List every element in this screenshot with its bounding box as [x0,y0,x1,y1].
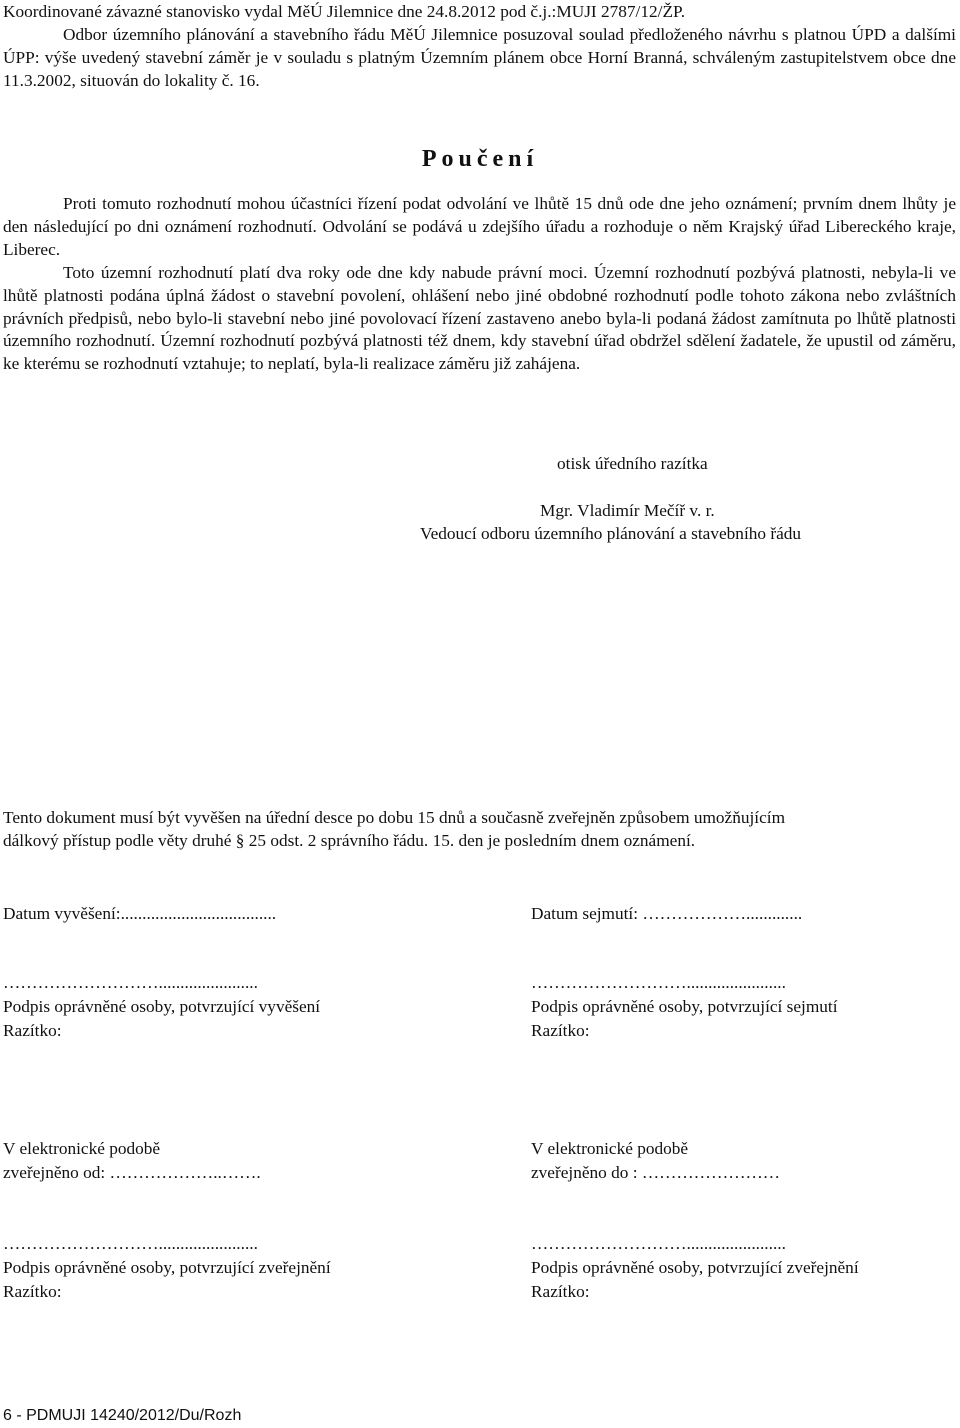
razitko-sejmuti: Razítko: [531,1021,590,1040]
pouceni-paragraph-odvolani: Proti tomuto rozhodnutí mohou účastníci řízení podat odvolání ve lhůtě 15 dnů ode dne jeho oznámení; prvním dnem lhůty je den následující po dni oznámení rozhodnutí. Odvolání se podává u zdejšího úřadu a rozhoduje o něm Krajský úřad Libereckého kraje, Liberec. [3,194,956,259]
signature-dots-sejmuti: ………………………....................... [531,973,786,992]
electronic-label-left: V elektronické podobě [3,1139,161,1158]
notice-line-2: dálkový přístup podle věty druhé § 25 odst. 2 správního řádu. 15. den je posledním dnem oznámení. [3,831,696,850]
signatory-position: Vedoucí odboru územního plánování a stavebního řádu [420,524,802,543]
electronic-label-right: V elektronické podobě [531,1139,689,1158]
pouceni-paragraph-platnost: Toto územní rozhodnutí platí dva roky ode dne kdy nabude právní moci. Územní rozhodnutí pozbývá platnosti, nebyla-li ve lhůtě platnosti podána úplná žádost o stavební povolení, ohlášení nebo jiné obdobné rozhodnutí podle tohoto zákona nebo zvláštních právních předpisů, nebo bylo-li stavební nebo jiné povolovací řízení zastaveno anebo byla-li podaná žádost zamítnuta po lhůtě platnosti územního rozhodnutí. Územní rozhodnutí pozbývá platnosti též dnem, kdy stavební úřad obdržel sdělení žadatele, že upustil od záměru, ke kterému se rozhodnutí vztahuje; to neplatí, byla-li realizace záměru již zahájena. [3,263,956,374]
razitko-vyveseni: Razítko: [3,1021,62,1040]
razitko-zverejneni-right: Razítko: [531,1282,590,1301]
notice-line-1: Tento dokument musí být vyvěšen na úřední desce po dobu 15 dnů a současně zveřejněn způsobem umožňujícím [3,808,786,827]
podpis-zverejneni-left: Podpis oprávněné osoby, potvrzující zveřejnění [3,1258,331,1277]
podpis-sejmuti: Podpis oprávněné osoby, potvrzující sejmutí [531,997,838,1016]
podpis-vyveseni: Podpis oprávněné osoby, potvrzující vyvěšení [3,997,321,1016]
signatory-name: Mgr. Vladimír Mečíř v. r. [540,501,715,520]
page-footer-reference: 6 - PDMUJI 14240/2012/Du/Rozh [3,1407,242,1424]
stanovisko-line: Koordinované závazné stanovisko vydal MěÚ Jilemnice dne 24.8.2012 pod č.j.:MUJI 2787/12/ŽP. [3,2,686,21]
stamp-note: otisk úředního razítka [557,454,708,473]
zverejneno-do: zveřejněno do : …………………… [531,1163,781,1182]
podpis-zverejneni-right: Podpis oprávněné osoby, potvrzující zveřejnění [531,1258,859,1277]
signature-dots-vyveseni: ………………………....................... [3,973,258,992]
datum-vyveseni: Datum vyvěšení:.................................... [3,904,277,923]
razitko-zverejneni-left: Razítko: [3,1282,62,1301]
pouceni-heading: Poučení [421,146,539,172]
datum-sejmuti: Datum sejmutí: ………………............. [531,904,803,923]
zverejneno-od: zveřejněno od: ………………..……. [3,1163,261,1182]
signature-dots-zverejneni-left: ………………………....................... [3,1234,258,1253]
soulad-paragraph: Odbor územního plánování a stavebního řádu MěÚ Jilemnice posuzoval soulad předloženého návrhu s platnou ÚPD a dalšími ÚPP: výše uvedený stavební záměr je v souladu s platným Územním plánem obce Horní Branná, schváleným zastupitelstvem obce dne 11.3.2002, situován do lokality č. 16. [3,25,956,90]
signature-dots-zverejneni-right: ………………………....................... [531,1234,786,1253]
